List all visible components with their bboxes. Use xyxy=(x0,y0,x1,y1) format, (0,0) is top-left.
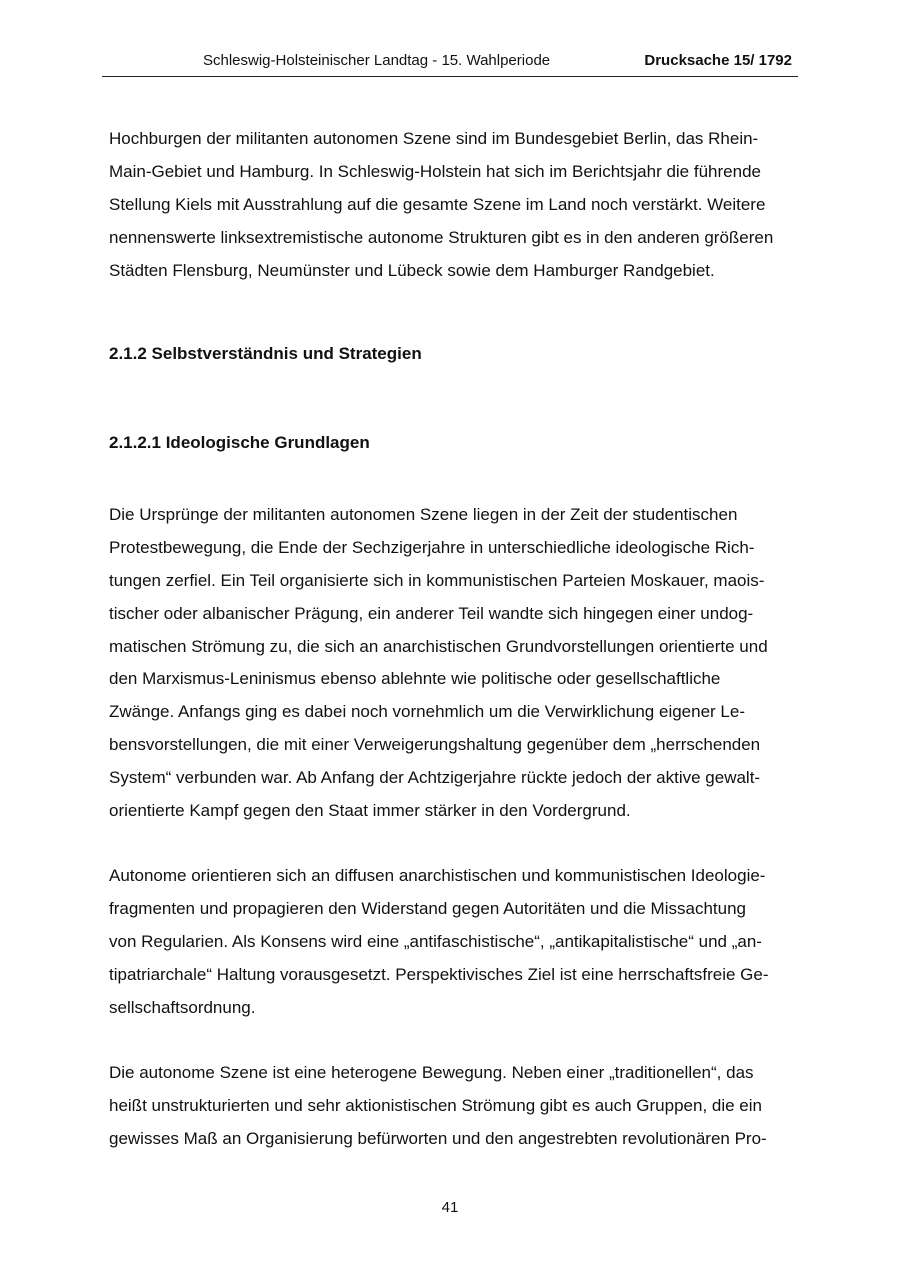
text-line: Die Ursprünge der militanten autonomen Szene liegen in der Zeit der studentischen xyxy=(109,505,738,524)
text-line: tungen zerfiel. Ein Teil organisierte sich in kommunistischen Parteien Moskauer, maois- xyxy=(109,570,765,590)
text-line: nennenswerte linksextremistische autonome Strukturen gibt es in den anderen größeren xyxy=(109,227,774,247)
text-line: matischen Strömung zu, die sich an anarchistischen Grundvorstellungen orientierte und xyxy=(109,636,768,656)
heading-subsection: 2.1.2.1 Ideologische Grundlagen xyxy=(109,433,370,452)
page-number: 41 xyxy=(441,1199,459,1216)
text-line: den Marxismus-Leninismus ebenso ablehnte wie politische oder gesellschaftliche xyxy=(109,669,721,689)
paragraph-3 xyxy=(109,860,799,1024)
text-line: System“ verbunden war. Ab Anfang der Achtzigerjahre rückte jedoch der aktive gewalt- xyxy=(109,768,761,788)
page-header xyxy=(0,52,900,72)
text-line: Hochburgen der militanten autonomen Szene sind im Bundesgebiet Berlin, das Rhein- xyxy=(109,129,759,148)
header-rule xyxy=(102,76,798,77)
text-line: von Regularien. Als Konsens wird eine „antifaschistische“, „antikapitalistische“ und „an- xyxy=(109,931,762,951)
text-line: bensvorstellungen, die mit einer Verweigerungshaltung gegenüber dem „herrschenden xyxy=(109,735,761,755)
heading-section: 2.1.2 Selbstverständnis und Strategien xyxy=(109,344,422,363)
text-line: Zwänge. Anfangs ging es dabei noch vornehmlich um die Verwirklichung eigener Le- xyxy=(109,702,745,722)
document-number: Drucksache 15/ 1792 xyxy=(644,52,792,69)
text-line: Main-Gebiet und Hamburg. In Schleswig-Holstein hat sich im Berichtsjahr die führende xyxy=(109,161,761,181)
text-line: sellschaftsordnung. xyxy=(109,997,256,1017)
text-line: gewisses Maß an Organisierung befürworten und den angestrebten revolutionären Pro- xyxy=(109,1128,767,1148)
header-title: Schleswig-Holsteinischer Landtag - 15. Wahlperiode xyxy=(203,52,551,69)
text-line: Die autonome Szene ist eine heterogene Bewegung. Neben einer „traditionellen“, das xyxy=(109,1063,754,1082)
text-line: heißt unstrukturierten und sehr aktionistischen Strömung gibt es auch Gruppen, die ein xyxy=(109,1095,762,1115)
text-line: Städten Flensburg, Neumünster und Lübeck sowie dem Hamburger Randgebiet. xyxy=(109,260,715,280)
text-line: tischer oder albanischer Prägung, ein anderer Teil wandte sich hingegen einer undog- xyxy=(109,603,754,623)
text-line: Stellung Kiels mit Ausstrahlung auf die gesamte Szene im Land noch verstärkt. Weitere xyxy=(109,194,766,214)
paragraph-2 xyxy=(109,499,799,828)
paragraph-1 xyxy=(109,123,799,287)
paragraph-4 xyxy=(109,1057,799,1156)
text-line: Autonome orientieren sich an diffusen anarchistischen und kommunistischen Ideologie- xyxy=(109,866,766,885)
text-line: tipatriarchale“ Haltung vorausgesetzt. Perspektivisches Ziel ist eine herrschaftsfreie Ge- xyxy=(109,964,769,984)
text-line: Protestbewegung, die Ende der Sechzigerjahre in unterschiedliche ideologische Rich- xyxy=(109,537,755,557)
text-line: fragmenten und propagieren den Widerstand gegen Autoritäten und die Missachtung xyxy=(109,898,746,918)
text-line: orientierte Kampf gegen den Staat immer stärker in den Vordergrund. xyxy=(109,801,631,821)
